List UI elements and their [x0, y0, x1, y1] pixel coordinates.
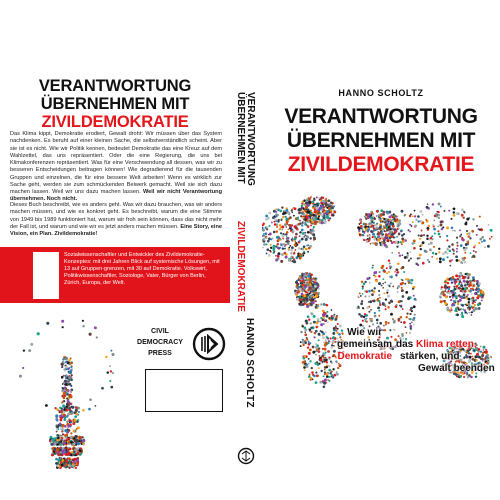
back-paragraph-1-text: Das Klima kippt, Demokratie erodiert, Gewalt droht: Wir müssen über das System nachdenken. Es beruht auf einer kleinen Sache, die selbstverständlich scheint. Aber sie ist es nicht. Wie wir Politik kennen, bedeutet Demokratie das eine Kreuz auf dem Wahlzettel, das uns repräsentiert. Oder die eine Regierung, die uns bei Klimakonferenzen repräsentiert. Was für eine Verschwendung all dessen, was wir zu besseren Entscheidungen beitragen können! Wie degradierend für die tausenden Gruppen und einzelnen, die für eine bessere Welt arbeiten! Wenn es wirklich zur Sache geht, werden sie zum schmückenden Beiwerk gemacht. Weil sie sich dazu machen lassen. Weil wir uns dazu machen lassen.	[10, 131, 222, 195]
back-paragraph-1-bold: Weil wir nicht Verantwortung übernehmen. Noch nicht.	[10, 189, 222, 203]
back-title-line-2: ÜBERNEHMEN MIT	[40, 95, 190, 113]
back-paragraph-2-text: Dieses Buch beschreibt, wie es anders geht. Was wir dazu brauchen, was wir anders machen müssen, und wie es konkret geht. Es beschreibt, warum die eine Stimme von 1949 bis 1989 funktioniert hat, warum wir froh sein können, dass das nicht mehr der Fall ist, und warum und wie wir es jetzt anders machen müssen.	[10, 202, 222, 230]
lightbulb-crowd-illustration	[12, 312, 122, 482]
back-paragraph-2	[10, 202, 222, 246]
spine-publisher-emblem-icon	[237, 447, 255, 465]
spine-author: HANNO SCHOLTZ	[244, 318, 255, 408]
back-title-line-3: ZIVILDEMOKRATIE	[41, 113, 189, 131]
back-paragraph-1	[10, 131, 222, 203]
back-paragraph-2-bold: Eine Story, eine Vision, ein Plan. Zivildemokratie!	[10, 223, 222, 237]
publisher-emblem-icon	[192, 327, 226, 361]
tagline-word-5: Demokratie	[337, 351, 392, 362]
tagline-word-3: das	[396, 339, 414, 350]
spine-title-line-3: ZIVILDEMOKRATIE	[235, 221, 246, 312]
front-author: HANNO SCHOLTZ	[338, 88, 424, 98]
tagline-word-1: Wie wir	[347, 327, 382, 338]
front-title-line-1: VERANTWORTUNG	[284, 105, 478, 128]
publisher-line-2: DEMOCRACY	[137, 339, 183, 346]
tagline-word-2: gemeinsam	[336, 339, 392, 350]
author-bio-text: Sozialwissenschaftler und Entwickler des Zivildemokratie-Konzeptes: mit drei Jahren Blick auf systemische Lösungen, mit 13 auf Gruppen-grenzen, mit 30 auf Demokratie. Volkswirt, Politikwissenschaftler, Soziologe, Vater, Bürger von Berlin, Zürich, Europa, der Welt.	[64, 252, 220, 287]
front-title-line-2: ÜBERNEHMEN MIT	[286, 129, 476, 152]
author-photo-placeholder	[33, 252, 59, 299]
tagline-word-4: Klima retten,	[416, 339, 477, 350]
publisher-line-3: PRESS	[148, 350, 172, 357]
tagline-phrase-3	[396, 339, 477, 351]
tagline-word-6: stärken, und	[400, 351, 460, 362]
barcode-placeholder	[145, 369, 223, 412]
spine-title-line-1: VERANTWORTUNG	[245, 92, 256, 186]
spine-title-line-2: ÜBERNEHMEN MIT	[235, 92, 246, 184]
world-map-crowd-illustration	[262, 180, 500, 410]
back-title-line-1: VERANTWORTUNG	[38, 77, 192, 95]
publisher-line-1: CIVIL	[151, 328, 169, 335]
tagline-word-7: Gewalt beenden	[418, 363, 495, 374]
publisher-logo-block	[130, 327, 228, 361]
front-title-line-3: ZIVILDEMOKRATIE	[287, 153, 475, 176]
